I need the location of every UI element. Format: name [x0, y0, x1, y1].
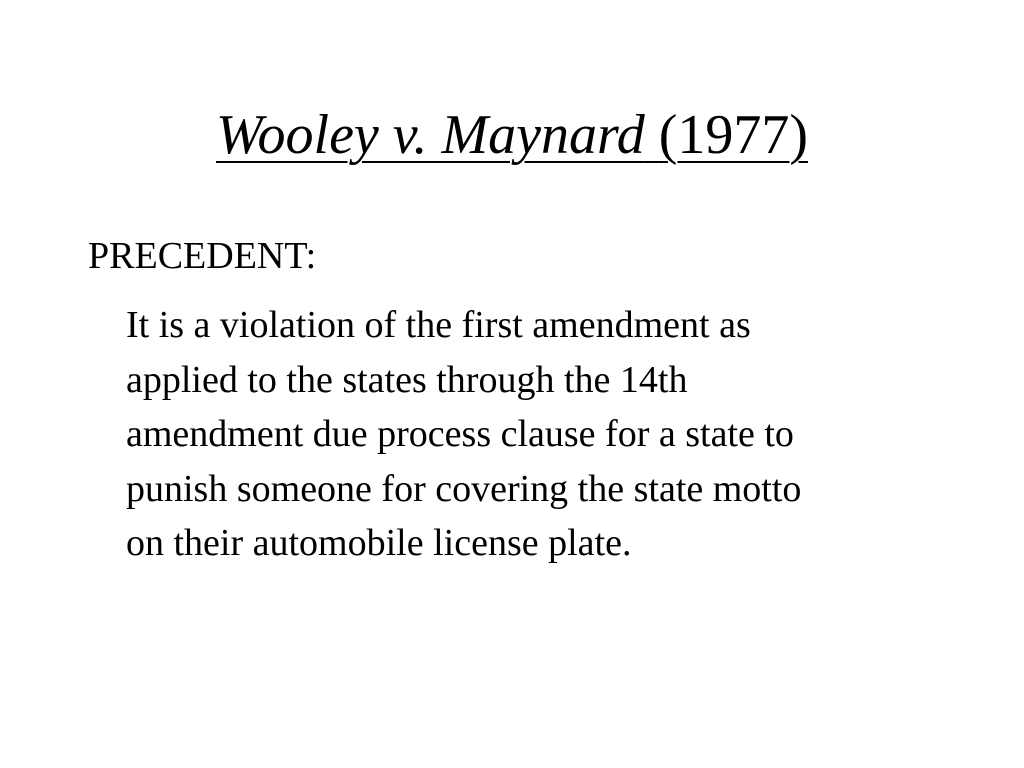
body-line: It is a violation of the first amendment as	[126, 304, 751, 346]
precedent-heading: PRECEDENT:	[88, 235, 317, 277]
body-line: punish someone for covering the state motto	[126, 467, 802, 510]
case-name: Wooley v. Maynard	[216, 104, 645, 166]
body-line: amendment due process clause for a state to	[126, 413, 794, 455]
case-year: (1977)	[658, 104, 808, 166]
precedent-body	[126, 298, 986, 571]
title-underlined-text	[216, 103, 808, 167]
slide-title	[0, 103, 1024, 167]
body-line: on their automobile license plate.	[126, 522, 632, 564]
body-line: applied to the states through the 14th	[126, 358, 688, 401]
